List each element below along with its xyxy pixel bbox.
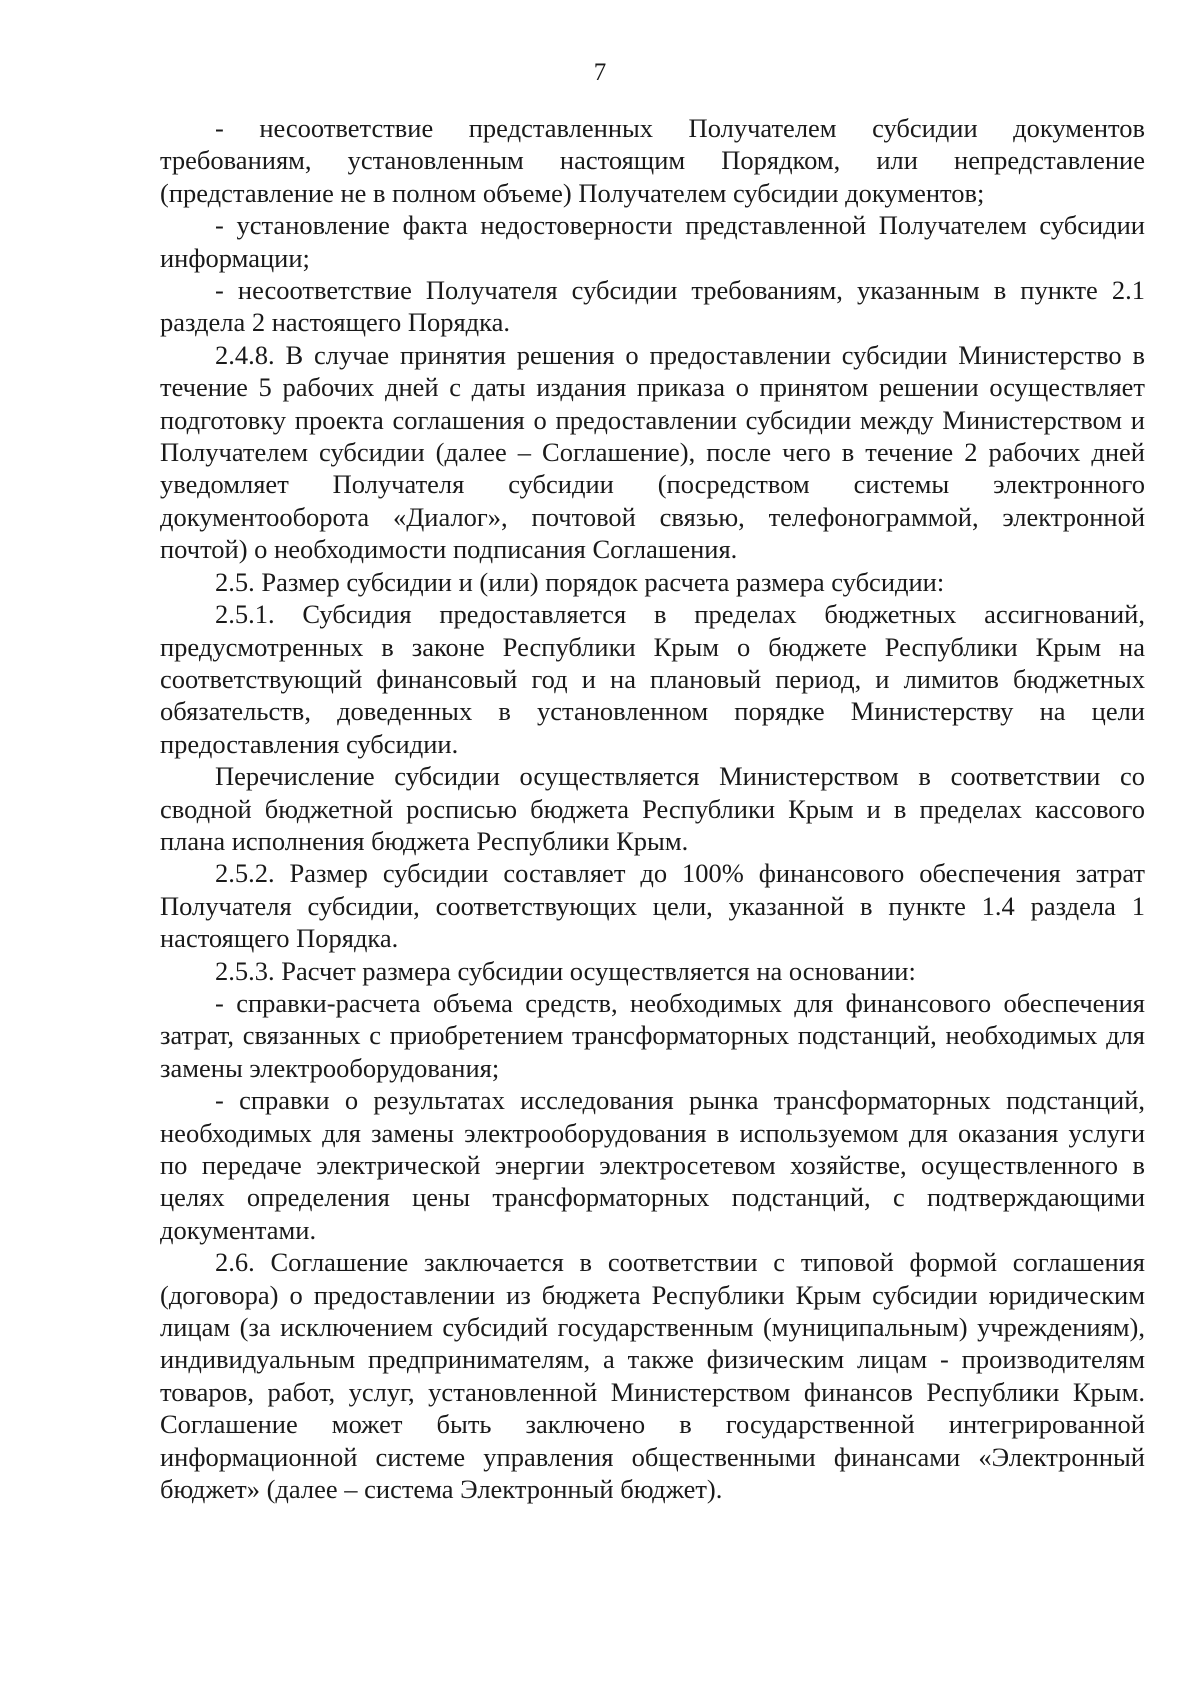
paragraph-item-unreliable-info: - установление факта недостоверности представленной Получателем субсидии информации; [160,210,1145,273]
paragraph-2-6: 2.6. Соглашение заключается в соответствии с типовой формой соглашения (договора) о предоставлении из бюджета Республики Крым субсидии юридическим лицам (за исключением субсидий государственным (муниципальным) учреждениям), индивидуальным предпринимателям, а также физическим лицам - производителям товаров, работ, услуг, установленной Министерством финансов Республики Крым. Соглашение может быть заключено в государственной интегрированной информационной системе управления общественными финансами «Электронный бюджет» (далее – система Электронный бюджет). [160,1247,1145,1505]
paragraph-item-market-research: - справки о результатах исследования рынка трансформаторных подстанций, необходимых для замены электрооборудования в используемом для оказания услуги по передаче электрической энергии электросетевом хозяйстве, осуществленного в целях определения цены трансформаторных подстанций, с подтверждающими документами. [160,1085,1145,1245]
paragraph-2-5-3: 2.5.3. Расчет размера субсидии осуществляется на основании: [215,955,916,986]
paragraph-2-5-2: 2.5.2. Размер субсидии составляет до 100% финансового обеспечения затрат Получателя субсидии, соответствующих цели, указанной в пункте 1.4 раздела 1 настоящего Порядка. [160,858,1145,954]
paragraph-item-recipient-mismatch: - несоответствие Получателя субсидии требованиям, указанным в пункте 2.1 раздела 2 настоящего Порядка. [160,275,1145,338]
document-body [160,112,1145,1505]
paragraph-item-mismatch-documents: - несоответствие представленных Получателем субсидии документов требованиям, установленным настоящим Порядком, или непредставление (представление не в полном объеме) Получателем субсидии документов; [160,113,1145,208]
paragraph-transfer: Перечисление субсидии осуществляется Министерством в соответствии со сводной бюджетной росписью бюджета Республики Крым и в пределах кассового плана исполнения бюджета Республики Крым. [160,761,1145,856]
paragraph-2-4-8: 2.4.8. В случае принятия решения о предоставлении субсидии Министерство в течение 5 рабочих дней с даты издания приказа о принятом решении осуществляет подготовку проекта соглашения о предоставлении субсидии между Министерством и Получателем субсидии (далее – Соглашение), после чего в течение 2 рабочих дней уведомляет Получателя субсидии (посредством системы электронного документооборота «Диалог», почтовой связью, телефонограммой, электронной почтой) о необходимости подписания Соглашения. [160,339,1145,565]
paragraph-2-5: 2.5. Размер субсидии и (или) порядок расчета размера субсидии: [215,566,945,597]
paragraph-2-5-1: 2.5.1. Субсидия предоставляется в пределах бюджетных ассигнований, предусмотренных в законе Республики Крым о бюджете Республики Крым на соответствующий финансовый год и на плановый период, и лимитов бюджетных обязательств, доведенных в установленном порядке Министерству на цели предоставления субсидии. [160,599,1145,759]
page-number: 7 [593,59,607,86]
paragraph-item-calculation-reference: - справки-расчета объема средств, необходимых для финансового обеспечения затрат, связанных с приобретением трансформаторных подстанций, необходимых для замены электрооборудования; [160,987,1145,1083]
